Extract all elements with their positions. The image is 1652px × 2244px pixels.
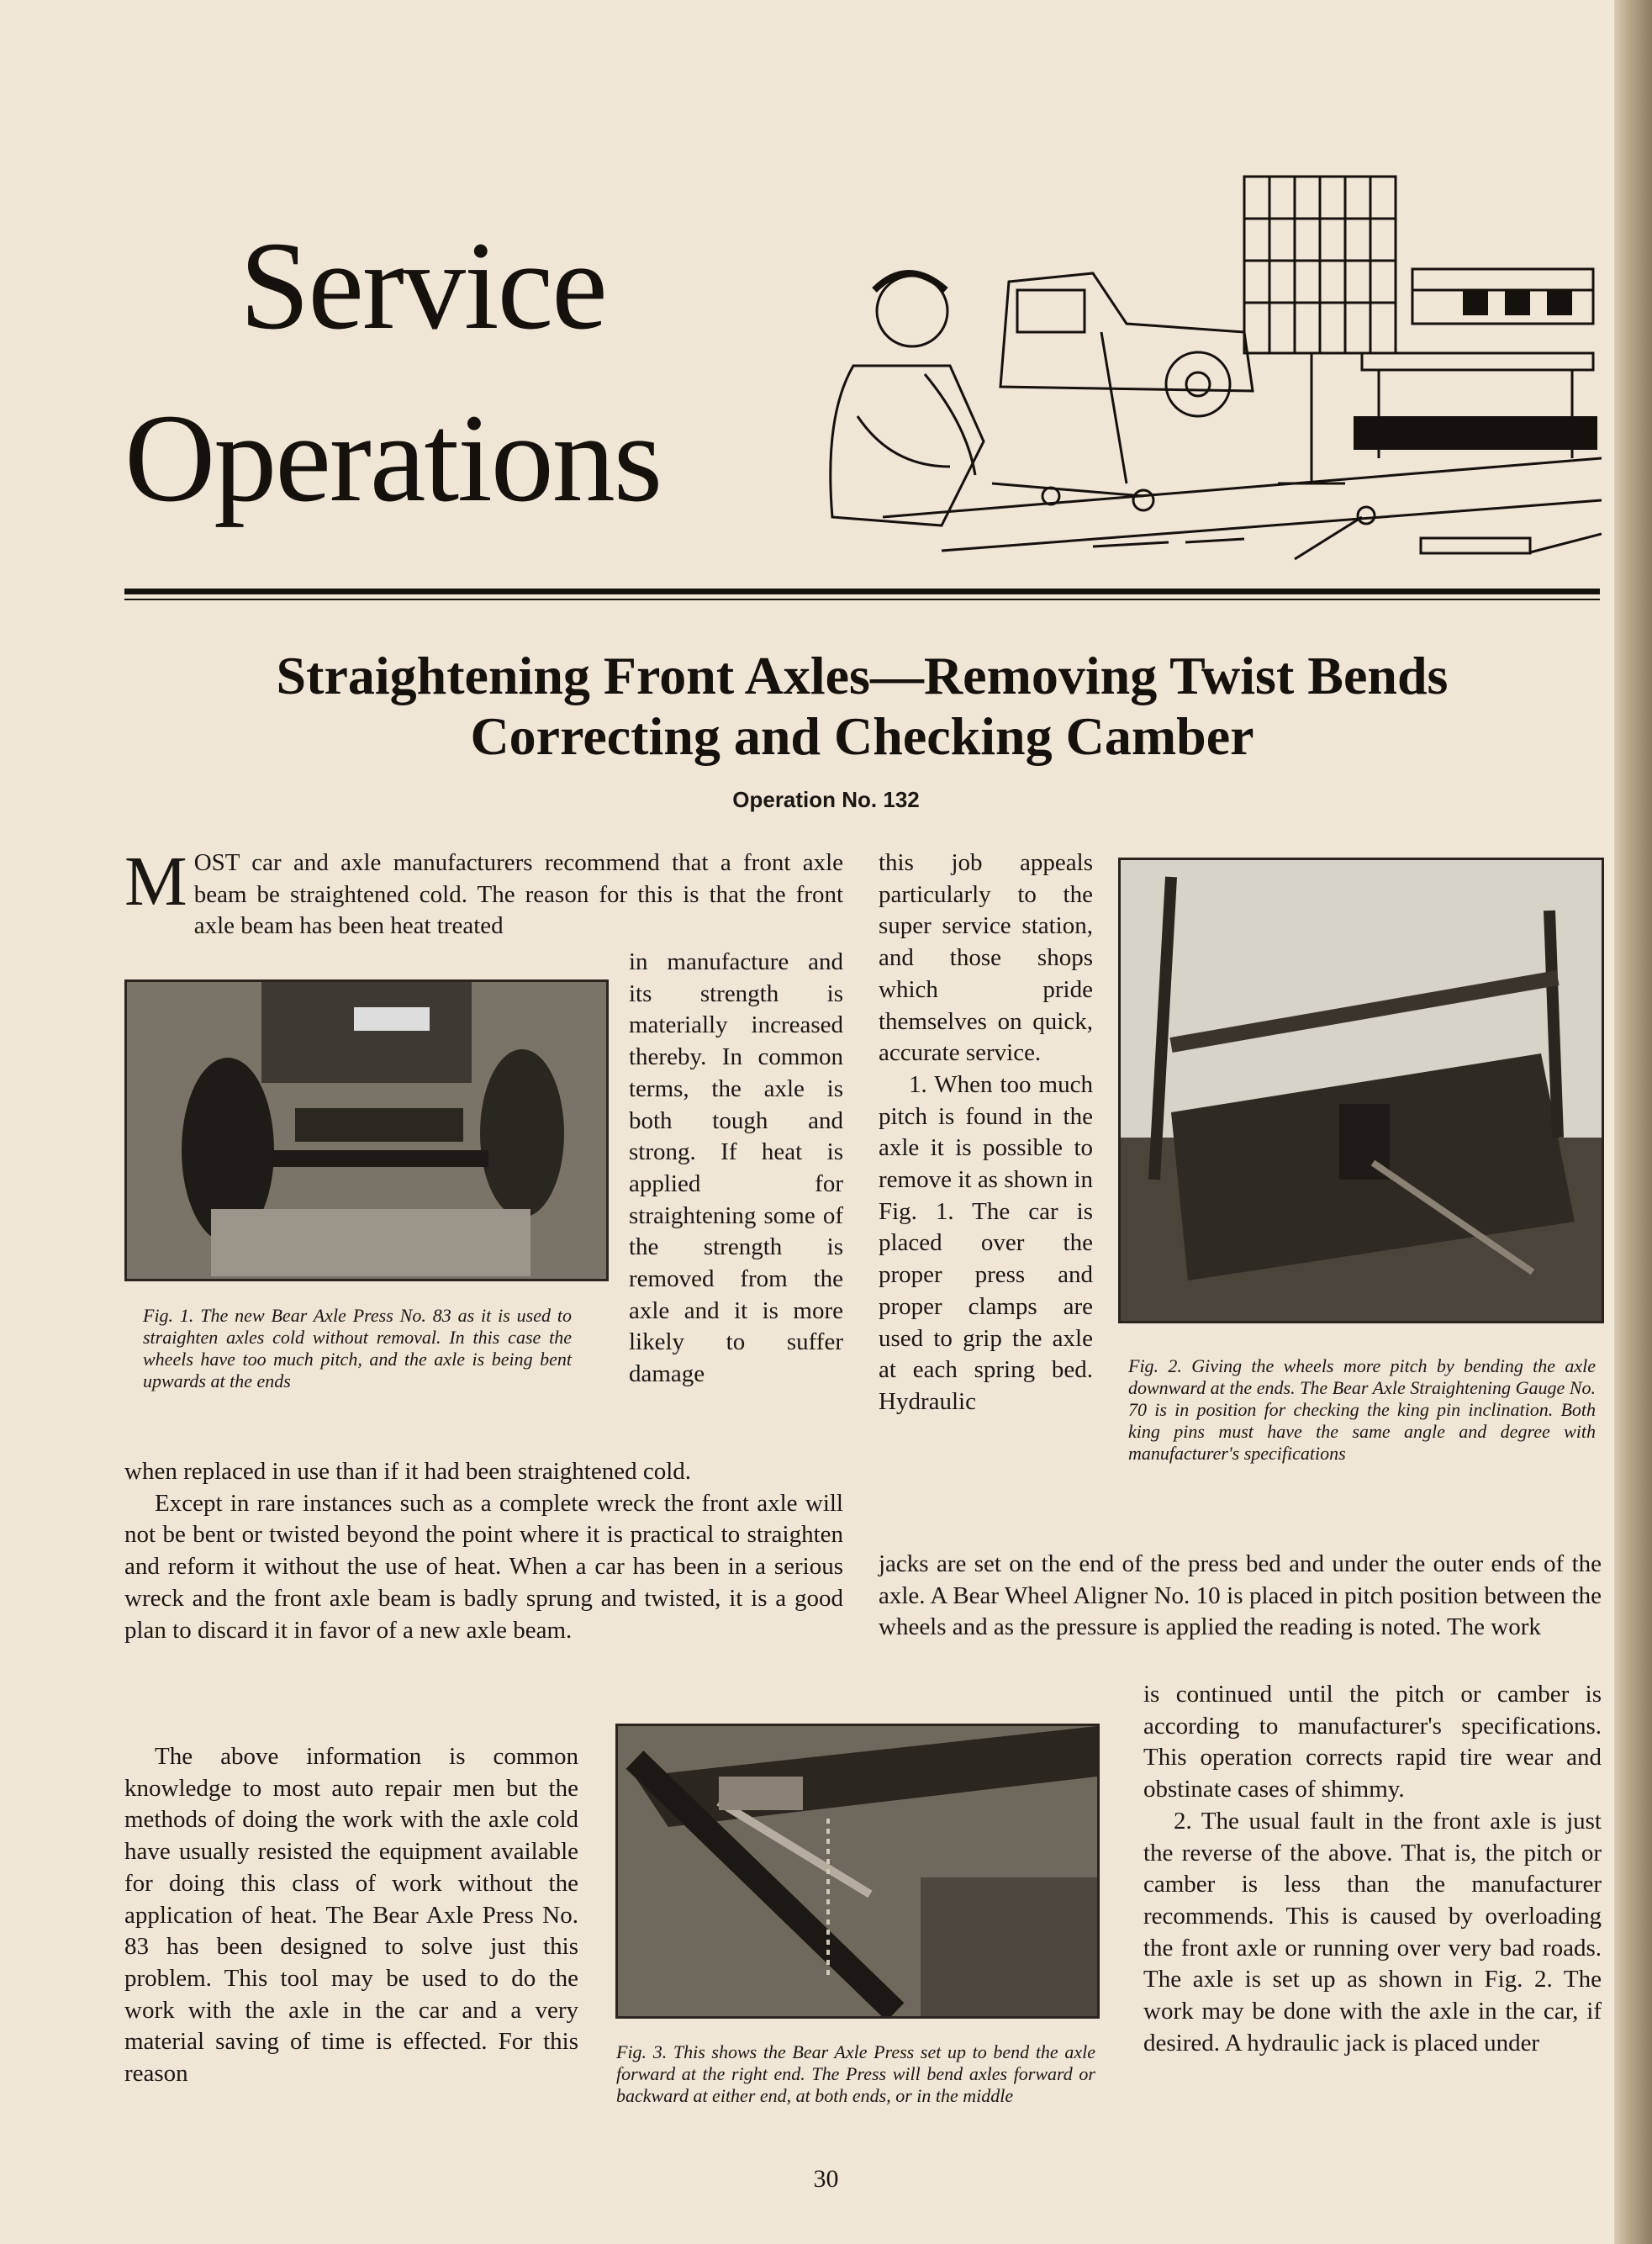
- col1-p3: The above information is common knowledge to most auto repair men but the methods of doing the work with the axle cold have usually resisted the equipment available for doing this class of work without the application of heat. The Bear Axle Press No. 83 has been designed to solve just this problem. This tool may be used to do the work with the axle in the car and a very material saving of time is effected. For this reason: [124, 1743, 578, 2088]
- title-service: Service: [240, 216, 606, 356]
- header-rule: [124, 589, 1600, 594]
- page-number: 30: [813, 2165, 839, 2193]
- fig2-caption: Fig. 2. Giving the wheels more pitch by bending the axle downward at the ends. The Bear Axle Straightening Gauge No. 70 is in position for checking the king pin inclination. Both king pins must have the same angle and degree with manufacturer's specifications: [1128, 1355, 1596, 1464]
- page-edge: [1614, 0, 1652, 2244]
- col2-p2: 1. When too much pitch is found in the axle it is possible to remove it as shown in Fig. 1. The car is placed over the proper press and proper clamps are used to grip the axle at each spring bed. Hydraulic: [879, 1070, 1093, 1415]
- col1-end: [124, 1456, 843, 1646]
- header-rule-thin: [124, 599, 1600, 600]
- col3-p1: is continued until the pitch or camber is according to manufacturer's specifications. This operation corrects rapid tire wear and obstinate cases of shimmy.: [1143, 1681, 1602, 1803]
- col1-bottom: [124, 1741, 578, 2090]
- drop-cap: M: [124, 842, 187, 921]
- col2-cont: [879, 1549, 1602, 1644]
- fig1-caption: Fig. 1. The new Bear Axle Press No. 83 as it is used to straighten axles cold without removal. In this case the wheels have too much pitch, and the axle is being bent upwards at the ends: [143, 1305, 572, 1391]
- fig3-caption: Fig. 3. This shows the Bear Axle Press set up to bend the axle forward at the right end. The Press will bend axles forward or backward at either end, at both ends, or in the middle: [616, 2041, 1095, 2106]
- col3: [1143, 1679, 1602, 2059]
- article-headline-line2: Correcting and Checking Camber: [470, 706, 1254, 766]
- col1-p2-start: Except in rare instances such as a complete wreck the front axle will not be bent or twisted beyond the point where it is practical to straighten and reform it without the use of heat. When a car has been in a serious wreck and the front axle beam is badly sprung and twisted, it is a good plan to discard it in favor of a new axle beam.: [124, 1489, 843, 1644]
- mechanic-illustration: [773, 164, 1602, 589]
- article-headline-line1: Straightening Front Axles—Removing Twist Bends: [276, 646, 1449, 705]
- col1-lead: [124, 842, 843, 942]
- col1-p1-wrap: in manufacture and its strength is materially increased thereby. In common terms, the axle is both tough and strong. If heat is applied for straightening some of the strength is removed from the axle and it is more likely to suffer damage: [629, 948, 843, 1388]
- col2-p1: this job appeals particularly to the super service station, and those shops which pride themselves on quick, accurate service.: [879, 849, 1093, 1067]
- fig3-photo: [615, 1724, 1100, 2019]
- col1-wrap: [629, 947, 843, 1391]
- col2-p2-cont: jacks are set on the end of the press bed and under the outer ends of the axle. A Bear Wheel Aligner No. 10 is placed in pitch position between the wheels and as the pressure is applied the reading is noted. The work: [879, 1550, 1602, 1641]
- col3-p2: 2. The usual fault in the front axle is just the reverse of the above. That is, the pitch or camber is less than the manufacturer recommends. This is caused by overloading the front axle or running over very bad roads. The axle is set up as shown in Fig. 2. The work may be done with the axle in the car, if desired. A hydraulic jack is placed under: [1143, 1807, 1602, 2057]
- fig1-photo: [124, 979, 609, 1281]
- operation-number: Operation No. 132: [732, 787, 920, 812]
- fig2-photo: [1118, 858, 1604, 1323]
- col2: [879, 847, 1093, 1418]
- col1-p1-lead: OST car and axle manufacturers recommend that a front axle beam be straightened cold. The reason for this is that the front axle beam has been heat treated: [193, 849, 843, 940]
- col1-p1-end: when replaced in use than if it had been straightened cold.: [124, 1458, 692, 1485]
- title-operations: Operations: [124, 388, 662, 528]
